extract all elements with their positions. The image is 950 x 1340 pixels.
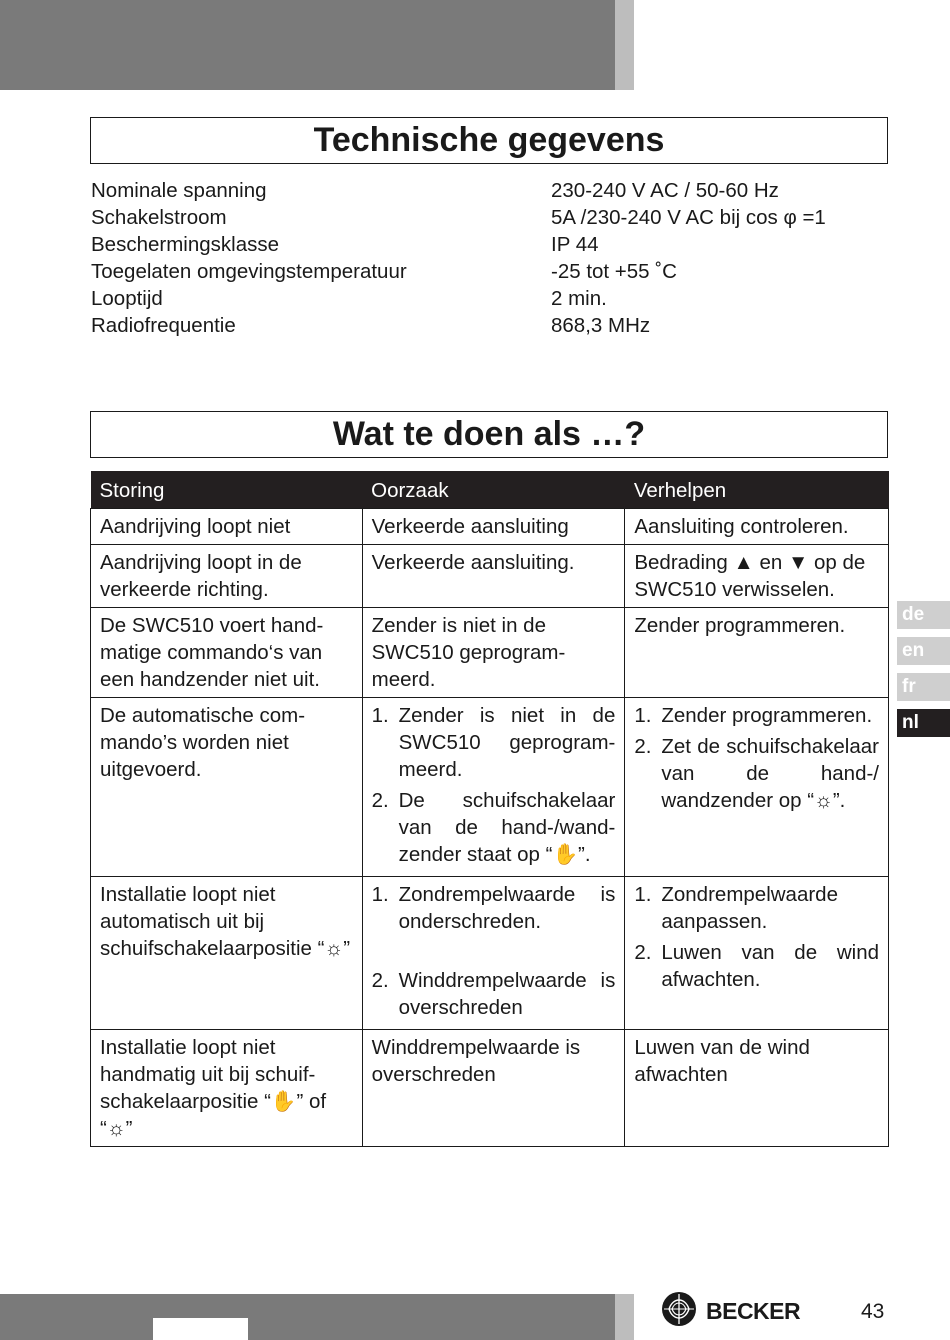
cell-verhelpen: Aansluiting controleren. <box>625 508 889 544</box>
step-item: 1. Zender programmeren. <box>634 702 879 729</box>
troubleshooting-title: Wat te doen als …? <box>90 411 888 458</box>
cell-oorzaak: Verkeerde aansluiting. <box>362 544 625 607</box>
footer-bar <box>0 1294 615 1340</box>
remedy-steps <box>634 881 879 993</box>
cell-verhelpen <box>625 876 889 1029</box>
table-row <box>91 607 889 697</box>
step-item: 2. Luwen van de wind afwachten. <box>634 940 879 991</box>
table-row <box>91 544 889 607</box>
table-row <box>91 508 889 544</box>
cell-oorzaak <box>362 876 625 1029</box>
cell-oorzaak: Verkeerde aansluiting <box>362 508 625 544</box>
header-bar <box>0 0 615 90</box>
language-tab-nl[interactable]: nl <box>897 709 950 737</box>
cell-storing: Installatie loopt niet automatisch uit bij schuifschakelaarpositie “☼” <box>91 876 363 1029</box>
cell-storing: De SWC510 voert handmatige commando‘s van een handzender niet uit. <box>91 607 363 697</box>
troubleshooting-table <box>90 471 889 1147</box>
spec-value: 2 min. <box>551 287 607 310</box>
spec-label: Beschermingsklasse <box>91 233 279 256</box>
cell-storing: De automatische commando’s worden niet uitgevoerd. <box>91 697 363 876</box>
cell-verhelpen: Zender programmeren. <box>625 607 889 697</box>
spec-row <box>91 258 891 285</box>
cell-storing: Aandrijving loopt niet <box>91 508 363 544</box>
step-item: 2. Winddrempelwaarde is overschreden <box>371 968 616 1019</box>
brand-name: BECKER <box>706 1297 801 1324</box>
spec-label: Toegelaten omgevingstemperatuur <box>91 260 407 283</box>
cell-oorzaak: Zender is niet in de SWC510 geprogrammeerd. <box>362 607 625 697</box>
footer-bar-accent <box>615 1294 634 1340</box>
cause-steps <box>372 881 616 1021</box>
spec-value: 5A /230-240 V AC bij cos φ =1 <box>551 206 826 229</box>
spec-value: IP 44 <box>551 233 599 256</box>
cell-oorzaak <box>362 697 625 876</box>
step-item: 2. Zet de schuifschakelaar van de hand-/ wandzender op “☼”. <box>634 734 879 812</box>
language-tabs <box>897 601 950 745</box>
table-row <box>91 1029 889 1146</box>
step-text: Zender programmeren. <box>661 703 873 727</box>
cell-storing: Installatie loopt niet handmatig uit bij schuifschakelaarpositie “✋” of “☼” <box>91 1029 363 1146</box>
table-row <box>91 876 889 1029</box>
step-text: Zondrempelwaarde is onderschreden. <box>398 882 616 933</box>
step-item: 1. Zender is niet in de SWC510 geprogrammeerd. <box>371 703 616 781</box>
spec-row <box>91 312 891 339</box>
spec-row <box>91 204 891 231</box>
column-header-storing: Storing <box>91 471 363 508</box>
spec-value: -25 tot +55 ˚C <box>551 260 677 283</box>
spec-label: Radiofrequentie <box>91 314 236 337</box>
spec-row <box>91 177 891 204</box>
step-text: De schuifschakelaar van de hand-/wandzender staat op “✋”. <box>398 788 616 866</box>
step-text: Winddrempelwaarde is overschreden <box>398 968 616 1019</box>
spec-row <box>91 231 891 258</box>
spec-label: Looptijd <box>91 287 163 310</box>
cause-steps <box>372 702 616 868</box>
cell-storing: Aandrijving loopt in de verkeerde richting. <box>91 544 363 607</box>
cell-verhelpen: Bedrading ▲ en ▼ op de SWC510 verwisselen. <box>625 544 889 607</box>
page-number: 43 <box>861 1300 885 1323</box>
table-header-row <box>91 471 889 508</box>
step-text: Luwen van de wind afwachten. <box>661 940 879 991</box>
step-text: Zondrempelwaarde aanpassen. <box>661 882 838 933</box>
step-item: 2. De schuifschakelaar van de hand-/wandzender staat op “✋”. <box>371 788 616 866</box>
table-row <box>91 697 889 876</box>
column-header-verhelpen: Verhelpen <box>625 471 889 508</box>
remedy-steps <box>634 702 879 814</box>
header-bar-accent <box>615 0 634 90</box>
cell-oorzaak: Winddrempelwaarde is overschreden <box>362 1029 625 1146</box>
step-text: Zender is niet in de SWC510 geprogrammeerd. <box>398 703 616 781</box>
specs-list <box>91 177 891 339</box>
spec-row <box>91 285 891 312</box>
spec-value: 230-240 V AC / 50-60 Hz <box>551 179 779 202</box>
cell-verhelpen <box>625 697 889 876</box>
spec-label: Nominale spanning <box>91 179 267 202</box>
footer-notch <box>153 1318 248 1340</box>
spec-label: Schakelstroom <box>91 206 227 229</box>
step-item: 1. Zondrempelwaarde aanpassen. <box>634 881 879 935</box>
column-header-oorzaak: Oorzaak <box>362 471 625 508</box>
step-text: Zet de schuifschakelaar van de hand-/ wandzender op “☼”. <box>661 734 879 812</box>
technical-data-title: Technische gegevens <box>90 117 888 164</box>
cell-verhelpen: Luwen van de wind afwachten <box>625 1029 889 1146</box>
becker-fan-logo-icon <box>661 1291 697 1332</box>
brand-logo <box>661 1293 800 1329</box>
spec-value: 868,3 MHz <box>551 314 651 337</box>
language-tab-de[interactable]: de <box>897 601 950 629</box>
step-item: 1. Zondrempelwaarde is onderschreden. <box>371 882 616 933</box>
language-tab-fr[interactable]: fr <box>897 673 950 701</box>
language-tab-en[interactable]: en <box>897 637 950 665</box>
